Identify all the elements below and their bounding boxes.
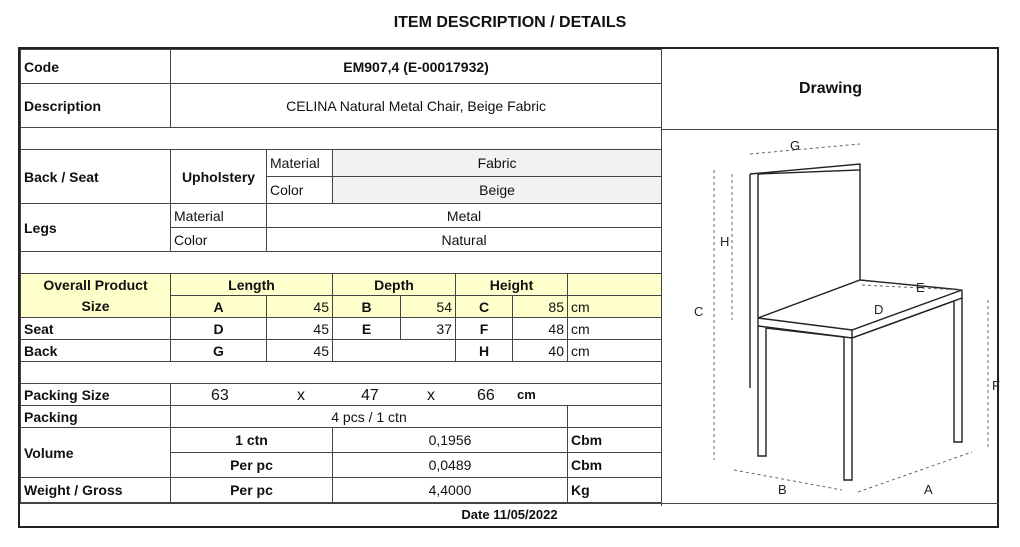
dim-label-d: D — [874, 302, 884, 317]
dim-g-label: G — [171, 340, 267, 362]
material-label: Material — [267, 150, 333, 177]
back-seat-color: Beige — [333, 177, 662, 204]
description-label: Description — [21, 84, 171, 128]
dim-label-g: G — [790, 138, 801, 153]
dim-h-label: H — [456, 340, 513, 362]
legs-color-label: Color — [171, 228, 267, 252]
packing-value: 4 pcs / 1 ctn — [171, 406, 568, 428]
dim-label-b: B — [778, 482, 787, 497]
dim-e-value: 37 — [401, 318, 456, 340]
height-header: Height — [456, 274, 568, 296]
spacer-row — [21, 362, 662, 384]
legs-material: Metal — [267, 204, 662, 228]
drawing-label: Drawing — [662, 49, 999, 130]
chair-drawing — [662, 130, 998, 506]
length-header: Length — [171, 274, 333, 296]
dim-label-f: F — [992, 378, 1000, 393]
weight-value: 4,4000 — [333, 478, 568, 503]
packing-size-label: Packing Size — [21, 384, 171, 406]
details-sheet — [18, 47, 999, 528]
packing-label: Packing — [21, 406, 171, 428]
overall-size-label: Overall Product Size — [21, 274, 171, 318]
volume-ctn-unit: Cbm — [568, 428, 662, 453]
dim-label-a: A — [924, 482, 933, 497]
dim-b-label: B — [333, 296, 401, 318]
seat-label: Seat — [21, 318, 171, 340]
dim-a-value: 45 — [267, 296, 333, 318]
dim-c-value: 85 — [513, 296, 568, 318]
legs-color: Natural — [267, 228, 662, 252]
weight-unit: Kg — [568, 478, 662, 503]
dim-f-label: F — [456, 318, 513, 340]
dim-e-label: E — [333, 318, 401, 340]
back-seat-label: Back / Seat — [21, 150, 171, 204]
dim-g-value: 45 — [267, 340, 333, 362]
details-table — [20, 49, 662, 503]
volume-ctn-label: 1 ctn — [171, 428, 333, 453]
description-value: CELINA Natural Metal Chair, Beige Fabric — [171, 84, 662, 128]
legs-label: Legs — [21, 204, 171, 252]
back-unit: cm — [568, 340, 662, 362]
volume-ctn-value: 0,1956 — [333, 428, 568, 453]
dim-d-label: D — [171, 318, 267, 340]
volume-label: Volume — [21, 428, 171, 478]
weight-pc-label: Per pc — [171, 478, 333, 503]
code-label: Code — [21, 50, 171, 84]
back-label: Back — [21, 340, 171, 362]
dim-c-label: C — [456, 296, 513, 318]
upholstery-label: Upholstery — [171, 150, 267, 204]
volume-pc-value: 0,0489 — [333, 453, 568, 478]
spacer-row — [21, 128, 662, 150]
date-footer: Date 11/05/2022 — [20, 503, 999, 526]
volume-pc-unit: Cbm — [568, 453, 662, 478]
dim-f-value: 48 — [513, 318, 568, 340]
back-seat-material: Fabric — [333, 150, 662, 177]
legs-material-label: Material — [171, 204, 267, 228]
depth-header: Depth — [333, 274, 456, 296]
color-label: Color — [267, 177, 333, 204]
dim-label-e: E — [916, 280, 925, 295]
drawing-panel — [661, 49, 999, 506]
volume-pc-label: Per pc — [171, 453, 333, 478]
weight-label: Weight / Gross — [21, 478, 171, 503]
dim-b-value: 54 — [401, 296, 456, 318]
size-unit: cm — [568, 296, 662, 318]
dim-label-c: C — [694, 304, 704, 319]
seat-unit: cm — [568, 318, 662, 340]
dim-d-value: 45 — [267, 318, 333, 340]
dim-label-h: H — [720, 234, 730, 249]
spacer-row — [21, 252, 662, 274]
dim-a-label: A — [171, 296, 267, 318]
code-value: EM907,4 (E-00017932) — [171, 50, 662, 84]
page-title: ITEM DESCRIPTION / DETAILS — [393, 14, 627, 31]
packing-size-values: 63 x 47 x 66 cm — [171, 384, 662, 406]
dim-h-value: 40 — [513, 340, 568, 362]
